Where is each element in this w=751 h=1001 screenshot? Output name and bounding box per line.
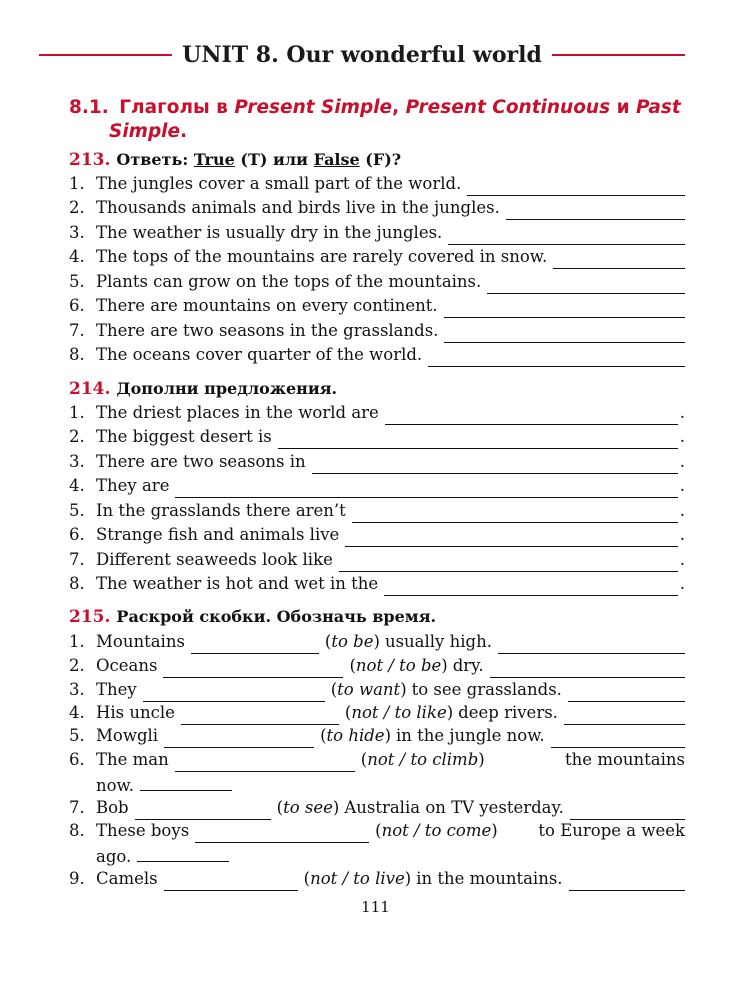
tense-blank[interactable] — [568, 683, 685, 702]
item-number: 1. — [69, 632, 85, 651]
answer-blank[interactable] — [487, 275, 685, 294]
section-tense-present-continuous: Present Continuous — [405, 97, 611, 118]
header-rule-right — [552, 54, 685, 56]
subject-text: Camels — [96, 869, 158, 888]
paren-open: ( — [375, 821, 382, 840]
exercise-214-heading — [69, 378, 337, 400]
instruction: (T) или — [234, 150, 314, 169]
answer-blank[interactable] — [467, 177, 685, 196]
item-number: 7. — [69, 550, 85, 569]
paren-close: ) — [478, 750, 485, 769]
item-text: now. — [96, 776, 134, 795]
item-text: usually high. — [384, 632, 492, 651]
tense-blank[interactable] — [570, 801, 685, 820]
exercise-213-heading — [69, 149, 401, 171]
item-number: 7. — [69, 798, 85, 817]
item-number: 8. — [69, 821, 85, 840]
list-item — [69, 548, 685, 572]
item-number: 6. — [69, 296, 85, 315]
tense-blank[interactable] — [569, 872, 685, 891]
verb-hint: not / to come — [381, 821, 492, 840]
verb-blank[interactable] — [191, 635, 319, 654]
paren-open: ( — [349, 656, 356, 675]
list-item — [69, 319, 685, 343]
item-number: 8. — [69, 345, 85, 364]
period: . — [679, 427, 685, 446]
page-number: 111 — [361, 898, 390, 916]
list-item — [69, 796, 685, 820]
verb-blank[interactable] — [163, 659, 343, 678]
verb-hint: to see — [283, 798, 333, 817]
item-text: They are — [96, 476, 170, 495]
answer-blank[interactable] — [384, 577, 678, 596]
period: . — [679, 501, 685, 520]
item-text: Plants can grow on the tops of the mountains. — [96, 272, 482, 291]
list-item — [69, 867, 685, 891]
verb-blank[interactable] — [164, 872, 298, 891]
verb-hint: not / to be — [355, 656, 442, 675]
list-item-continuation — [69, 843, 685, 869]
tense-blank[interactable] — [564, 706, 685, 725]
item-number: 7. — [69, 321, 85, 340]
period: . — [679, 403, 685, 422]
unit-header — [39, 38, 685, 72]
item-text: deep rivers. — [458, 703, 558, 722]
period: . — [679, 452, 685, 471]
paren-close: ) — [441, 656, 448, 675]
section-title — [69, 96, 685, 144]
item-number: 4. — [69, 476, 85, 495]
instruction: Раскрой скобки. Обозначь время. — [116, 607, 437, 626]
answer-blank[interactable] — [506, 201, 685, 220]
section-number: 8.1. — [69, 97, 109, 118]
answer-blank[interactable] — [278, 430, 678, 449]
section-tense-simple: Simple — [109, 121, 181, 142]
item-text: in the mountains. — [416, 869, 563, 888]
item-text: The weather is usually dry in the jungles. — [96, 223, 443, 242]
tense-blank[interactable] — [490, 659, 685, 678]
section-tense-past: Past — [635, 97, 681, 118]
answer-blank[interactable] — [553, 250, 685, 269]
list-item — [69, 819, 685, 843]
item-number: 2. — [69, 427, 85, 446]
item-text: The oceans cover quarter of the world. — [96, 345, 423, 364]
paren-open: ( — [303, 869, 311, 888]
tense-blank[interactable] — [498, 635, 685, 654]
section-end: . — [180, 121, 188, 142]
answer-blank[interactable] — [385, 406, 678, 425]
paren-open: ( — [330, 680, 338, 699]
header-rule-left — [39, 54, 172, 56]
section-sep: и — [610, 97, 636, 118]
instruction: Ответь: — [116, 150, 194, 169]
list-item — [69, 343, 685, 367]
answer-blank[interactable] — [312, 455, 678, 474]
item-text: The driest places in the world are — [96, 403, 379, 422]
verb-hint: not / to like — [351, 703, 447, 722]
exercise-215-heading — [69, 606, 436, 628]
item-text: the mountains — [565, 750, 685, 769]
answer-blank[interactable] — [345, 528, 677, 547]
item-number: 5. — [69, 501, 85, 520]
list-item — [69, 724, 685, 748]
list-item — [69, 172, 685, 196]
list-item — [69, 196, 685, 220]
list-item — [69, 572, 685, 596]
item-text: There are mountains on every continent. — [96, 296, 438, 315]
subject-text: Mowgli — [96, 726, 159, 745]
verb-hint: to want — [337, 680, 401, 699]
paren-close: ) — [332, 798, 340, 817]
paren-open: ( — [320, 726, 327, 745]
period: . — [679, 574, 685, 593]
item-text: The jungles cover a small part of the world. — [96, 174, 462, 193]
subject-text: Oceans — [96, 656, 158, 675]
item-text: ago. — [96, 847, 132, 866]
item-text: to Europe a week — [538, 821, 685, 840]
exercise-number: 214. — [69, 379, 111, 399]
item-number: 4. — [69, 247, 85, 266]
list-item — [69, 499, 685, 523]
verb-hint: to hide — [326, 726, 385, 745]
period: . — [679, 476, 685, 495]
subject-text: Mountains — [96, 632, 185, 651]
list-item — [69, 425, 685, 449]
subject-text: These boys — [96, 821, 190, 840]
item-text: Thousands animals and birds live in the jungles. — [96, 198, 500, 217]
paren-open: ( — [324, 632, 332, 651]
paren-open: ( — [276, 798, 284, 817]
item-text: in the jungle now. — [396, 726, 545, 745]
answer-blank[interactable] — [444, 299, 685, 318]
paren-close: ) — [404, 869, 412, 888]
verb-hint: to be — [331, 632, 374, 651]
item-number: 3. — [69, 680, 85, 699]
list-item — [69, 245, 685, 269]
subject-text: His uncle — [96, 703, 175, 722]
list-item — [69, 630, 685, 654]
item-number: 6. — [69, 750, 85, 769]
list-item — [69, 523, 685, 547]
item-text: to see grasslands. — [411, 680, 562, 699]
paren-close: ) — [491, 821, 498, 840]
tense-blank[interactable] — [551, 729, 685, 748]
section-text: Глаголы в — [119, 97, 235, 118]
list-item — [69, 294, 685, 318]
verb-blank[interactable] — [195, 824, 369, 843]
verb-blank[interactable] — [143, 683, 325, 702]
verb-blank[interactable] — [175, 753, 355, 772]
exercise-number: 213. — [69, 150, 111, 170]
tense-blank[interactable] — [140, 772, 232, 791]
instruction: (F)? — [359, 150, 402, 169]
item-number: 6. — [69, 525, 85, 544]
list-item — [69, 270, 685, 294]
list-item — [69, 450, 685, 474]
item-number: 2. — [69, 198, 85, 217]
paren-open: ( — [360, 750, 368, 769]
verb-hint: not / to climb — [367, 750, 479, 769]
item-number: 8. — [69, 574, 85, 593]
paren-open: ( — [344, 703, 352, 722]
list-item-continuation — [69, 772, 685, 798]
item-text: There are two seasons in the grasslands. — [96, 321, 439, 340]
subject-text: The man — [96, 750, 169, 769]
item-text: The weather is hot and wet in the — [96, 574, 379, 593]
subject-text: Bob — [96, 798, 129, 817]
item-text: Australia on TV yesterday. — [344, 798, 564, 817]
list-item — [69, 701, 685, 725]
period: . — [679, 550, 685, 569]
verb-hint: not / to live — [310, 869, 405, 888]
item-number: 5. — [69, 272, 85, 291]
instruction: Дополни предложения. — [116, 379, 338, 398]
item-number: 5. — [69, 726, 85, 745]
paren-close: ) — [384, 726, 391, 745]
verb-blank[interactable] — [181, 706, 339, 725]
answer-blank[interactable] — [352, 504, 678, 523]
item-number: 3. — [69, 452, 85, 471]
list-item — [69, 654, 685, 678]
tense-blank[interactable] — [137, 843, 229, 862]
answer-blank[interactable] — [444, 324, 685, 343]
item-number: 1. — [69, 174, 85, 193]
item-number: 1. — [69, 403, 85, 422]
section-sep: , — [392, 97, 406, 118]
answer-blank[interactable] — [339, 553, 678, 572]
list-item — [69, 401, 685, 425]
paren-close: ) — [400, 680, 407, 699]
item-number: 3. — [69, 223, 85, 242]
item-text: Different seaweeds look like — [96, 550, 333, 569]
answer-blank[interactable] — [428, 348, 685, 367]
list-item — [69, 748, 685, 772]
item-number: 4. — [69, 703, 85, 722]
list-item — [69, 221, 685, 245]
item-text: There are two seasons in — [96, 452, 306, 471]
item-text: In the grasslands there aren’t — [96, 501, 346, 520]
false-word: False — [313, 150, 360, 169]
paren-close: ) — [446, 703, 454, 722]
item-text: dry. — [452, 656, 484, 675]
item-text: The biggest desert is — [96, 427, 272, 446]
item-number: 9. — [69, 869, 85, 888]
verb-blank[interactable] — [135, 801, 271, 820]
exercise-number: 215. — [69, 607, 111, 627]
verb-blank[interactable] — [164, 729, 314, 748]
section-tense-present-simple: Present Simple — [234, 97, 393, 118]
true-word: True — [193, 150, 235, 169]
period: . — [679, 525, 685, 544]
answer-blank[interactable] — [448, 226, 685, 245]
paren-close: ) — [373, 632, 380, 651]
unit-title: UNIT 8. Our wonderful world — [182, 42, 542, 68]
item-text: The tops of the mountains are rarely covered in snow. — [96, 247, 548, 266]
subject-text: They — [96, 680, 137, 699]
answer-blank[interactable] — [175, 479, 677, 498]
list-item — [69, 678, 685, 702]
list-item — [69, 474, 685, 498]
item-text: Strange fish and animals live — [96, 525, 340, 544]
item-number: 2. — [69, 656, 85, 675]
